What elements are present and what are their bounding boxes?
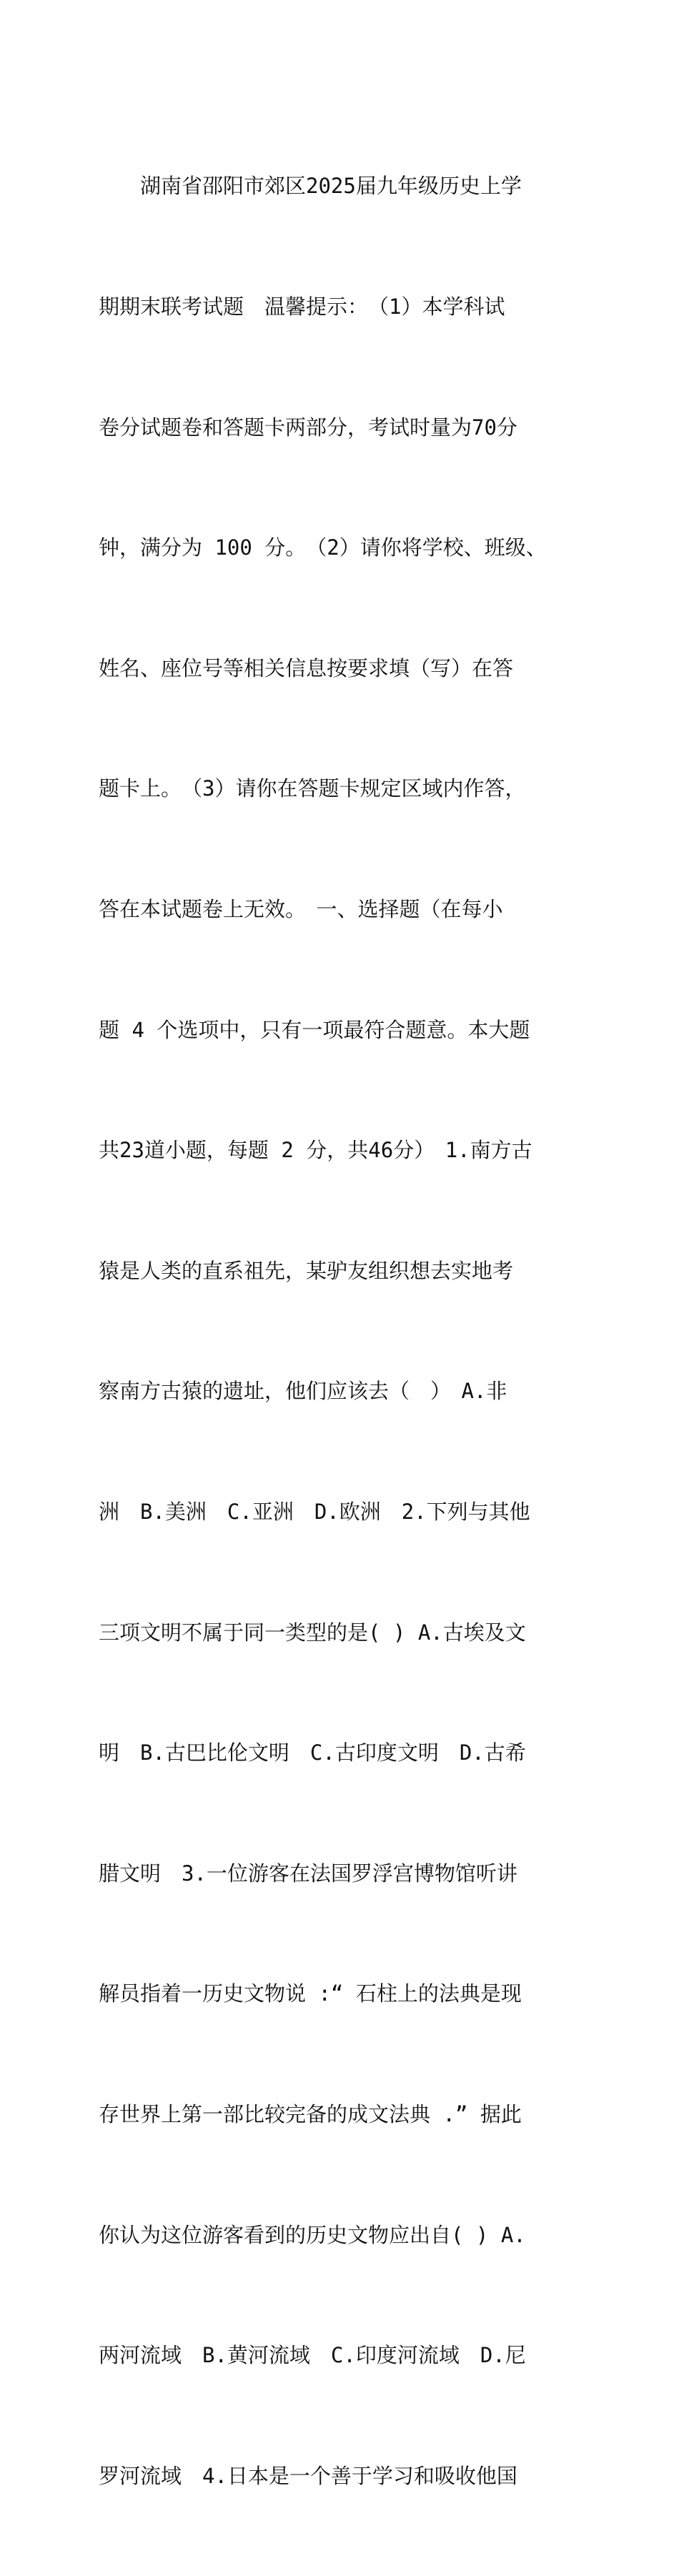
text-line: 共23道小题，每题 2 分，共46分） 1.南方古 <box>99 1138 532 1163</box>
text-line: 题 4 个选项中，只有一项最符合题意。本大题 <box>99 1017 530 1042</box>
text-line: 钟，满分为 100 分。 （2）请你将学校、班级、 <box>99 535 547 560</box>
text-line: 猿是人类的直系祖先，某驴友组织想去实地考 <box>99 1258 514 1283</box>
text-line: 洲 B.美洲 C.亚洲 D.欧洲 2.下列与其他 <box>99 1499 530 1524</box>
text-line: 答在本试题卷上无效。 一、选择题（在每小 <box>99 896 503 921</box>
text-line: 两河流域 B.黄河流域 C.印度河流域 D.尼 <box>99 2343 526 2368</box>
text-line: 你认为这位游客看到的历史文物应出自( ) A. <box>99 2222 526 2247</box>
text-line: 卷分试题卷和答题卡两部分，考试时量为70分 <box>99 415 517 440</box>
text-line: 姓名、座位号等相关信息按要求填（写）在答 <box>99 655 514 680</box>
text-line: 湖南省邵阳市郊区2025届九年级历史上学 <box>99 174 522 199</box>
text-line: 察南方古猿的遗址，他们应该去（ ） A.非 <box>99 1379 507 1404</box>
text-line: 明 B.古巴比伦文明 C.古印度文明 D.古希 <box>99 1740 526 1765</box>
exam-text <box>99 86 592 2576</box>
text-line: 期期末联考试题 温馨提示： （1）本学科试 <box>99 294 505 319</box>
text-line: 解员指着一历史文物说 :“ 石柱上的法典是现 <box>99 1981 522 2006</box>
text-line: 罗河流域 4.日本是一个善于学习和吸收他国 <box>99 2463 517 2488</box>
text-line: 存世界上第一部比较完备的成文法典 .” 据此 <box>99 2101 522 2126</box>
text-line: 题卡上。 （3）请你在答题卡规定区域内作答， <box>99 776 526 801</box>
text-line: 三项文明不属于同一类型的是( ) A.古埃及文 <box>99 1620 526 1645</box>
text-line: 腊文明 3.一位游客在法国罗浮宫博物馆听讲 <box>99 1861 517 1886</box>
